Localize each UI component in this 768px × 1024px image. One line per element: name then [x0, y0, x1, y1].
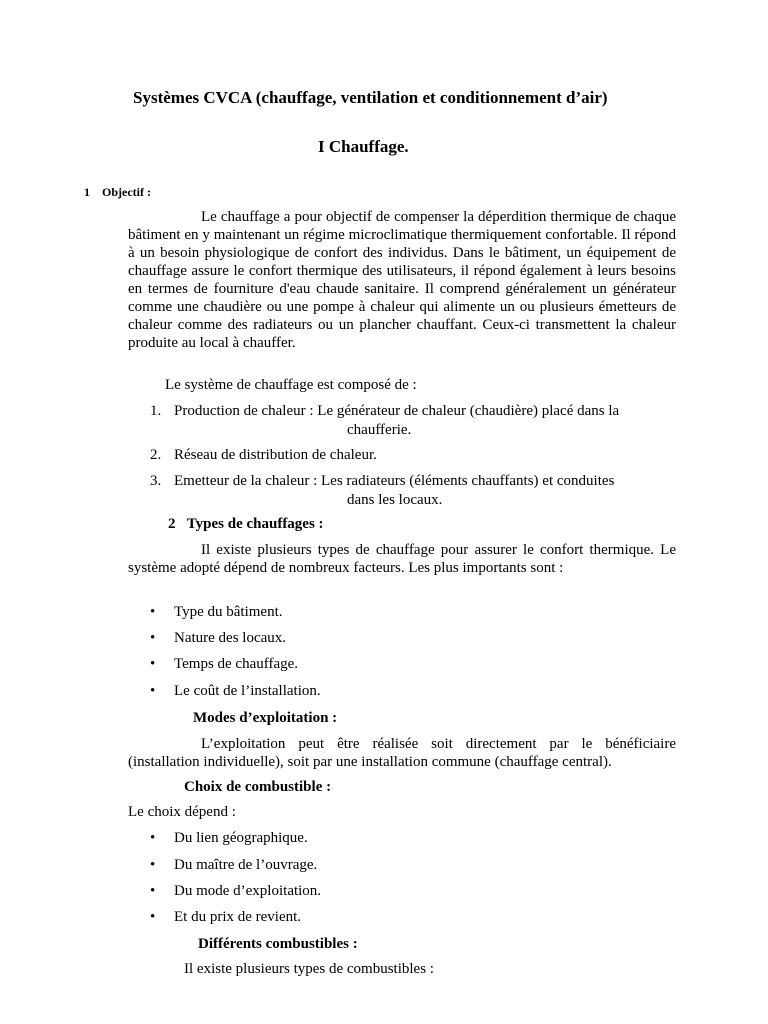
list-number: 1. [150, 403, 162, 419]
document-title: Systèmes CVCA (chauffage, ventilation et conditionnement d’air) [133, 88, 608, 107]
bullet-icon: • [150, 909, 156, 925]
section-2-heading [168, 516, 324, 533]
list-text: Du maître de l’ouvrage. [174, 857, 318, 873]
list-number: 3. [150, 473, 162, 489]
list-text: Du mode d’exploitation. [174, 883, 322, 899]
bullet-icon: • [150, 683, 156, 699]
list-text: Réseau de distribution de chaleur. [174, 447, 377, 463]
combustibles-intro: Il existe plusieurs types de combustibles : [184, 961, 434, 977]
bullet-icon: • [150, 857, 156, 873]
bullet-icon: • [150, 883, 156, 899]
list-text: Production de chaleur : Le générateur de chaleur (chaudière) placé dans la [174, 403, 620, 419]
types-paragraph: Il existe plusieurs types de chauffage pour assurer le confort thermique. Le système adopté dépend de nombreux facteurs. Les plus importants sont : [128, 542, 676, 576]
list-text: Et du prix de revient. [174, 909, 302, 925]
list-number: 2. [150, 447, 162, 463]
list-text: Type du bâtiment. [174, 604, 283, 620]
bullet-icon: • [150, 604, 156, 620]
modes-heading: Modes d’exploitation : [193, 710, 338, 726]
list-text: Emetteur de la chaleur : Les radiateurs (éléments chauffants) et conduites [174, 473, 615, 489]
bullet-icon: • [150, 630, 156, 646]
list-text: Temps de chauffage. [174, 656, 299, 672]
list-text: Du lien géographique. [174, 830, 308, 846]
choix-heading: Choix de combustible : [184, 779, 332, 795]
list-text: Le coût de l’installation. [174, 683, 321, 699]
section-1-title: Objectif : [102, 185, 151, 199]
objectif-paragraph: Le chauffage a pour objectif de compenser la déperdition thermique de chaque bâtiment en y maintenant un régime microclimatique thermiquement confortable. Il répond à un besoin physiologique de confort des individus. Dans le bâtiment, un équipement de chauffage assure le confort thermique des utilisateurs, il répond également à leurs besoins en termes de fourniture d'eau chaude sanitaire. Il comprend généralement un générateur comme une chaudière ou une pompe à chaleur qui alimente un ou plusieurs émetteurs de chaleur comme des radiateurs ou un plancher chauffant. Ceux-ci transmettent la chaleur produite au local à chauffer. [128, 209, 676, 351]
section-1-number: 1 [84, 185, 90, 199]
section-2-number: 2 [168, 516, 176, 532]
section-2-title: Types de chauffages : [186, 516, 324, 532]
combustibles-heading: Différents combustibles : [198, 936, 358, 952]
list-text-continued: dans les locaux. [347, 492, 443, 508]
bullet-icon: • [150, 656, 156, 672]
system-intro: Le système de chauffage est composé de : [165, 377, 417, 393]
bullet-icon: • [150, 830, 156, 846]
chapter-heading: I Chauffage. [318, 137, 409, 156]
modes-paragraph: L’exploitation peut être réalisée soit directement par le bénéficiaire (installation individuelle), soit par une installation commune (chauffage central). [128, 736, 676, 770]
choix-intro: Le choix dépend : [128, 804, 236, 820]
list-text: Nature des locaux. [174, 630, 287, 646]
list-text-continued: chaufferie. [347, 422, 412, 438]
